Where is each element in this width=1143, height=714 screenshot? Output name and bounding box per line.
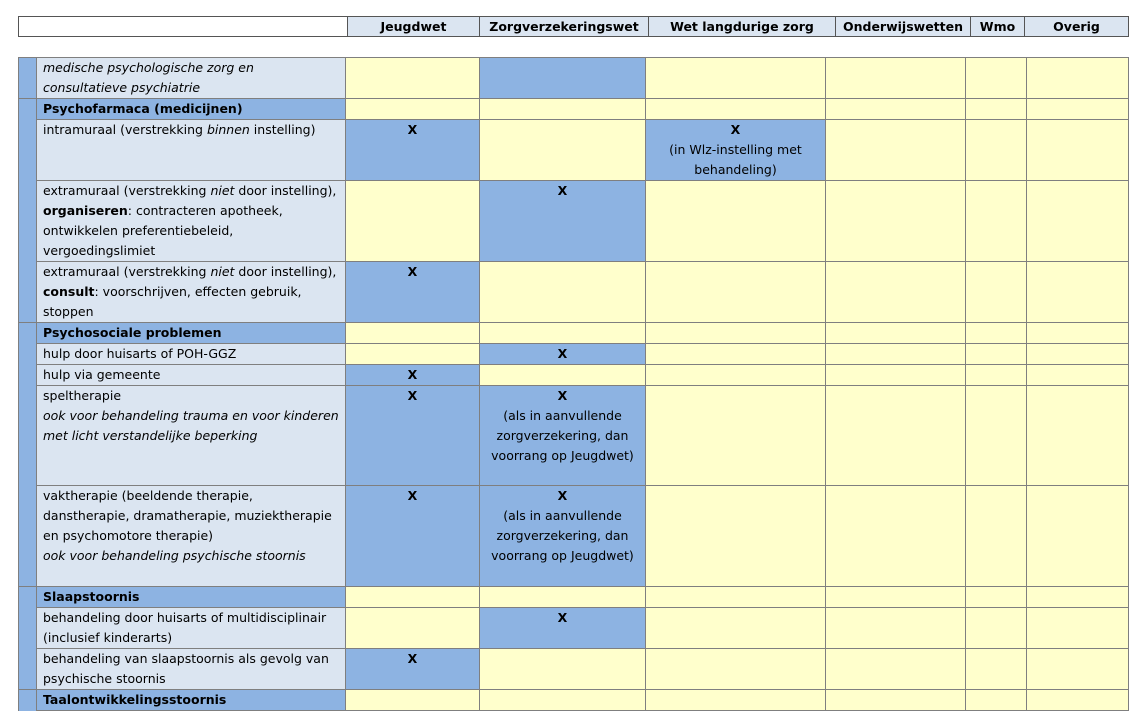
- cell-wmo: [966, 323, 1027, 344]
- cell-onderwijswetten: [826, 649, 966, 690]
- cell-overig: [1027, 608, 1129, 649]
- label-text: niet: [210, 183, 235, 198]
- check-mark: X: [730, 122, 741, 137]
- cell-note: (als in aanvullende zorgverzekering, dan voorrang op Jeugdwet): [491, 508, 634, 563]
- label-text: behandeling van slaapstoornis als gevolg van psychische stoornis: [43, 651, 329, 686]
- section-row: [19, 690, 1129, 711]
- label-text: organiseren: [43, 203, 128, 218]
- cell-zorgverzekeringswet: [480, 181, 646, 262]
- header-onderwijswetten: Onderwijswetten: [836, 17, 971, 37]
- cell-wmo: [966, 181, 1027, 262]
- group-strip: [19, 344, 37, 365]
- cell-overig: [1027, 323, 1129, 344]
- row-label: [37, 181, 346, 262]
- cell-wmo: [966, 690, 1027, 711]
- cell-wet-langdurige-zorg: [646, 690, 826, 711]
- cell-wmo: [966, 587, 1027, 608]
- cell-zorgverzekeringswet: [480, 120, 646, 181]
- group-strip: [19, 181, 37, 262]
- label-text: speltherapie: [43, 388, 122, 403]
- label-text: door instelling),: [234, 183, 337, 198]
- section-row: [19, 323, 1129, 344]
- header-wlz: Wet langdurige zorg: [649, 17, 836, 37]
- section-label: Taalontwikkelingsstoornis: [37, 690, 346, 711]
- header-zorgverzekeringswet: Zorgverzekeringswet: [480, 17, 649, 37]
- group-strip: [19, 323, 37, 344]
- check-mark: X: [557, 346, 568, 361]
- label-text: : contracteren apotheek, ontwikkelen preferentiebeleid, vergoedingslimiet: [43, 203, 283, 258]
- label-text: hulp via gemeente: [43, 367, 161, 382]
- group-strip: [19, 690, 37, 711]
- cell-zorgverzekeringswet: [480, 344, 646, 365]
- cell-overig: [1027, 486, 1129, 587]
- cell-onderwijswetten: [826, 365, 966, 386]
- section-row: [19, 587, 1129, 608]
- cell-wet-langdurige-zorg: [646, 344, 826, 365]
- cell-wet-langdurige-zorg: [646, 262, 826, 323]
- group-strip: [19, 587, 37, 608]
- cell-jeugdwet: [346, 58, 480, 99]
- row-label: [37, 58, 346, 99]
- cell-overig: [1027, 58, 1129, 99]
- check-mark: X: [557, 610, 568, 625]
- cell-onderwijswetten: [826, 344, 966, 365]
- check-mark: X: [557, 183, 568, 198]
- header-blank-cell: [19, 17, 348, 37]
- row-label: [37, 649, 346, 690]
- cell-overig: [1027, 262, 1129, 323]
- cell-overig: [1027, 386, 1129, 486]
- column-header-table: [18, 16, 1129, 37]
- cell-wet-langdurige-zorg: [646, 608, 826, 649]
- label-text: niet: [210, 264, 235, 279]
- cell-onderwijswetten: [826, 486, 966, 587]
- cell-onderwijswetten: [826, 690, 966, 711]
- cell-overig: [1027, 99, 1129, 120]
- cell-zorgverzekeringswet: [480, 486, 646, 587]
- cell-onderwijswetten: [826, 120, 966, 181]
- cell-wmo: [966, 365, 1027, 386]
- section-label: Psychosociale problemen: [37, 323, 346, 344]
- cell-overig: [1027, 649, 1129, 690]
- cell-wmo: [966, 649, 1027, 690]
- group-strip: [19, 365, 37, 386]
- cell-wet-langdurige-zorg: [646, 323, 826, 344]
- cell-overig: [1027, 587, 1129, 608]
- group-strip: [19, 486, 37, 587]
- cell-overig: [1027, 120, 1129, 181]
- row-label: [37, 365, 346, 386]
- cell-zorgverzekeringswet: [480, 649, 646, 690]
- check-mark: X: [407, 367, 418, 382]
- label-text: intramuraal (verstrekking: [43, 122, 207, 137]
- label-text: door instelling),: [234, 264, 337, 279]
- cell-jeugdwet: [346, 262, 480, 323]
- cell-zorgverzekeringswet: [480, 262, 646, 323]
- cell-onderwijswetten: [826, 323, 966, 344]
- cell-jeugdwet: [346, 649, 480, 690]
- cell-onderwijswetten: [826, 386, 966, 486]
- group-strip: [19, 99, 37, 120]
- label-text: instelling): [249, 122, 316, 137]
- cell-wmo: [966, 386, 1027, 486]
- group-strip: [19, 649, 37, 690]
- group-strip: [19, 608, 37, 649]
- row-label: [37, 344, 346, 365]
- cell-jeugdwet: [346, 181, 480, 262]
- cell-jeugdwet: [346, 99, 480, 120]
- table-row: [19, 365, 1129, 386]
- cell-wmo: [966, 486, 1027, 587]
- check-mark: X: [557, 488, 568, 503]
- cell-zorgverzekeringswet: [480, 99, 646, 120]
- cell-onderwijswetten: [826, 181, 966, 262]
- cell-wmo: [966, 344, 1027, 365]
- cell-onderwijswetten: [826, 262, 966, 323]
- cell-onderwijswetten: [826, 587, 966, 608]
- cell-onderwijswetten: [826, 608, 966, 649]
- cell-zorgverzekeringswet: [480, 323, 646, 344]
- group-strip: [19, 120, 37, 181]
- label-text: consult: [43, 284, 95, 299]
- cell-jeugdwet: [346, 344, 480, 365]
- cell-jeugdwet: [346, 486, 480, 587]
- table-row: [19, 58, 1129, 99]
- cell-wet-langdurige-zorg: [646, 99, 826, 120]
- label-text: vaktherapie (beeldende therapie, danstherapie, dramatherapie, muziektherapie en psychomotore therapie): [43, 488, 332, 543]
- cell-overig: [1027, 181, 1129, 262]
- cell-overig: [1027, 365, 1129, 386]
- row-label: [37, 262, 346, 323]
- cell-wet-langdurige-zorg: [646, 365, 826, 386]
- cell-onderwijswetten: [826, 58, 966, 99]
- row-label: [37, 608, 346, 649]
- table-row: [19, 486, 1129, 587]
- label-text: ook voor behandeling trauma en voor kinderen met licht verstandelijke beperking: [43, 408, 339, 443]
- cell-wmo: [966, 262, 1027, 323]
- cell-onderwijswetten: [826, 99, 966, 120]
- table-row: [19, 386, 1129, 486]
- cell-note: (in Wlz-instelling met behandeling): [669, 142, 802, 177]
- label-text: ook voor behandeling psychische stoornis: [43, 548, 306, 563]
- label-text: binnen: [206, 122, 250, 137]
- check-mark: X: [407, 264, 418, 279]
- table-row: [19, 262, 1129, 323]
- cell-wet-langdurige-zorg: [646, 386, 826, 486]
- table-row: [19, 120, 1129, 181]
- group-strip: [19, 386, 37, 486]
- section-label: Slaapstoornis: [37, 587, 346, 608]
- cell-zorgverzekeringswet: [480, 365, 646, 386]
- table-row: [19, 344, 1129, 365]
- cell-wmo: [966, 120, 1027, 181]
- section-row: [19, 99, 1129, 120]
- cell-zorgverzekeringswet: [480, 690, 646, 711]
- table-row: [19, 649, 1129, 690]
- cell-zorgverzekeringswet: [480, 587, 646, 608]
- cell-wmo: [966, 58, 1027, 99]
- label-text: extramuraal (verstrekking: [43, 183, 211, 198]
- group-strip: [19, 262, 37, 323]
- cell-jeugdwet: [346, 608, 480, 649]
- check-mark: X: [407, 651, 418, 666]
- care-matrix-table: [18, 57, 1129, 711]
- row-label: [37, 386, 346, 486]
- cell-zorgverzekeringswet: [480, 386, 646, 486]
- table-row: [19, 181, 1129, 262]
- cell-jeugdwet: [346, 120, 480, 181]
- cell-jeugdwet: [346, 386, 480, 486]
- cell-wet-langdurige-zorg: [646, 120, 826, 181]
- cell-wet-langdurige-zorg: [646, 649, 826, 690]
- table-row: [19, 608, 1129, 649]
- check-mark: X: [407, 488, 418, 503]
- check-mark: X: [407, 122, 418, 137]
- label-text: : voorschrijven, effecten gebruik, stoppen: [43, 284, 302, 319]
- header-overig: Overig: [1025, 17, 1129, 37]
- cell-zorgverzekeringswet: [480, 58, 646, 99]
- group-strip: [19, 58, 37, 99]
- check-mark: X: [557, 388, 568, 403]
- cell-wet-langdurige-zorg: [646, 58, 826, 99]
- cell-wet-langdurige-zorg: [646, 587, 826, 608]
- cell-jeugdwet: [346, 690, 480, 711]
- cell-overig: [1027, 344, 1129, 365]
- label-text: medische psychologische zorg en consultatieve psychiatrie: [43, 60, 254, 95]
- cell-note: (als in aanvullende zorgverzekering, dan voorrang op Jeugdwet): [491, 408, 634, 463]
- label-text: behandeling door huisarts of multidisciplinair (inclusief kinderarts): [43, 610, 327, 645]
- row-label: [37, 120, 346, 181]
- cell-wet-langdurige-zorg: [646, 181, 826, 262]
- cell-jeugdwet: [346, 365, 480, 386]
- label-text: hulp door huisarts of POH-GGZ: [43, 346, 237, 361]
- cell-wmo: [966, 608, 1027, 649]
- cell-zorgverzekeringswet: [480, 608, 646, 649]
- section-label: Psychofarmaca (medicijnen): [37, 99, 346, 120]
- label-text: extramuraal (verstrekking: [43, 264, 211, 279]
- header-wmo: Wmo: [971, 17, 1025, 37]
- check-mark: X: [407, 388, 418, 403]
- cell-jeugdwet: [346, 587, 480, 608]
- cell-jeugdwet: [346, 323, 480, 344]
- row-label: [37, 486, 346, 587]
- cell-wmo: [966, 99, 1027, 120]
- cell-wet-langdurige-zorg: [646, 486, 826, 587]
- header-jeugdwet: Jeugdwet: [348, 17, 480, 37]
- cell-overig: [1027, 690, 1129, 711]
